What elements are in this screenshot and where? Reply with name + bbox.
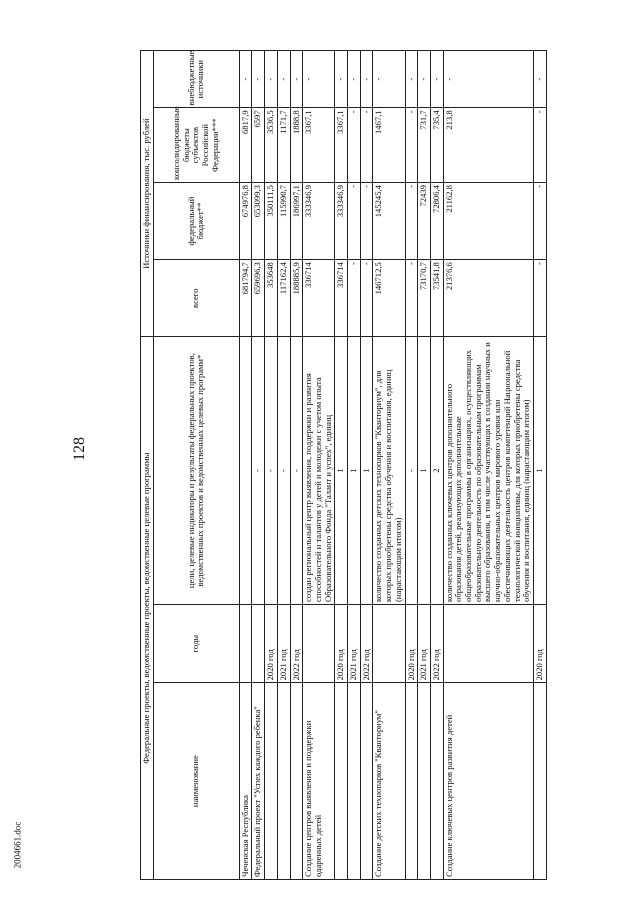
row-year-cell xyxy=(303,604,335,682)
row-total-cell: - xyxy=(533,260,546,337)
table-row xyxy=(430,51,443,880)
row-goal-cell: 1 xyxy=(533,337,546,605)
row-federal-cell: 21162,8 xyxy=(443,183,533,260)
row-year-cell: 2021 год xyxy=(348,604,361,682)
row-total-cell: - xyxy=(405,260,418,337)
row-federal-cell: - xyxy=(533,183,546,260)
row-total-cell: 659696,3 xyxy=(252,260,265,337)
row-goal-cell: 1 xyxy=(348,337,361,605)
row-year-cell xyxy=(373,604,405,682)
row-goal-cell: 2 xyxy=(430,337,443,605)
table-row xyxy=(533,51,546,880)
row-total-cell: 21376,6 xyxy=(443,260,533,337)
row-year-cell xyxy=(252,604,265,682)
row-total-cell: 117162,4 xyxy=(277,260,290,337)
row-federal-cell: 333346,9 xyxy=(335,183,348,260)
row-name-cell: Федеральный проект "Успех каждого ребенка" xyxy=(252,683,265,880)
row-total-cell: 681794,7 xyxy=(239,260,252,337)
row-regional-cell: 6817,9 xyxy=(239,108,252,183)
row-name-cell: Создание ключевых центров развития детей xyxy=(443,683,533,880)
row-federal-cell: 72439 xyxy=(418,183,431,260)
row-name-cell: Создание детских технопарков "Кванториум" xyxy=(373,683,405,880)
row-name-cell xyxy=(430,683,443,880)
row-extra-cell: - xyxy=(405,51,418,108)
row-total-cell: 188885,9 xyxy=(290,260,303,337)
row-regional-cell: - xyxy=(360,108,373,183)
table-row xyxy=(290,51,303,880)
row-extra-cell: - xyxy=(277,51,290,108)
row-year-cell: 2021 год xyxy=(277,604,290,682)
row-goal-cell: - xyxy=(277,337,290,605)
row-extra-cell: - xyxy=(373,51,405,108)
row-total-cell: 336714 xyxy=(335,260,348,337)
row-regional-cell: - xyxy=(405,108,418,183)
table-row xyxy=(252,51,265,880)
row-total-cell: 73541,8 xyxy=(430,260,443,337)
row-year-cell: 2021 год xyxy=(418,604,431,682)
row-name-cell xyxy=(277,683,290,880)
row-regional-cell: 731,7 xyxy=(418,108,431,183)
table-row xyxy=(443,51,533,880)
row-year-cell: 2020 год xyxy=(405,604,418,682)
table-body xyxy=(239,51,546,880)
row-name-cell xyxy=(360,683,373,880)
header-years: годы xyxy=(153,604,239,682)
row-extra-cell: - xyxy=(265,51,278,108)
row-name-cell: Создание центров выявления и поддержки одаренных детей xyxy=(303,683,335,880)
row-extra-cell: - xyxy=(335,51,348,108)
row-goal-cell: - xyxy=(405,337,418,605)
row-total-cell: 146712,5 xyxy=(373,260,405,337)
row-regional-cell: 6597 xyxy=(252,108,265,183)
row-year-cell: 2022 год xyxy=(360,604,373,682)
financing-table xyxy=(140,50,547,880)
row-goal-cell: - xyxy=(265,337,278,605)
row-goal-cell: - xyxy=(290,337,303,605)
row-federal-cell: 72806,4 xyxy=(430,183,443,260)
row-extra-cell: - xyxy=(252,51,265,108)
row-regional-cell: - xyxy=(533,108,546,183)
row-regional-cell: 3367,1 xyxy=(303,108,335,183)
row-extra-cell: - xyxy=(360,51,373,108)
row-goal-cell xyxy=(239,337,252,605)
table-row xyxy=(239,51,252,880)
row-federal-cell: 186997,1 xyxy=(290,183,303,260)
table-row xyxy=(373,51,405,880)
header-regional: консолидированные бюджеты субъектов Российской Федерации*** xyxy=(153,108,239,183)
row-name-cell xyxy=(335,683,348,880)
header-row-groups xyxy=(141,51,154,880)
row-year-cell: 2020 год xyxy=(265,604,278,682)
row-name-cell xyxy=(418,683,431,880)
row-extra-cell: - xyxy=(290,51,303,108)
row-name-cell xyxy=(405,683,418,880)
row-total-cell: 353648 xyxy=(265,260,278,337)
row-year-cell xyxy=(443,604,533,682)
row-year-cell xyxy=(239,604,252,682)
row-federal-cell: 333346,9 xyxy=(303,183,335,260)
row-extra-cell: - xyxy=(418,51,431,108)
header-row-columns xyxy=(153,51,239,880)
row-federal-cell: 145245,4 xyxy=(373,183,405,260)
row-extra-cell: - xyxy=(239,51,252,108)
row-regional-cell: 1467,1 xyxy=(373,108,405,183)
row-total-cell: 336714 xyxy=(303,260,335,337)
row-goal-cell: 1 xyxy=(335,337,348,605)
row-federal-cell: - xyxy=(348,183,361,260)
row-regional-cell: 213,8 xyxy=(443,108,533,183)
table-row xyxy=(418,51,431,880)
table-row xyxy=(360,51,373,880)
row-goal-cell: создан региональный центр выявления, поддержки и развития способностей и талантов у детей и молодежи с учетом опыта Образовательного Фонда "Талант и успех", единиц xyxy=(303,337,335,605)
header-programs-group: Федеральные проекты, ведомственные проекты, ведомственные целевые программы xyxy=(141,337,154,880)
row-federal-cell: 653099,3 xyxy=(252,183,265,260)
header-federal: федеральный бюджет** xyxy=(153,183,239,260)
header-name: наименование xyxy=(153,683,239,880)
table-row xyxy=(265,51,278,880)
row-goal-cell: 1 xyxy=(360,337,373,605)
row-total-cell: 73170,7 xyxy=(418,260,431,337)
row-year-cell: 2020 год xyxy=(533,604,546,682)
row-total-cell: - xyxy=(348,260,361,337)
row-regional-cell: - xyxy=(348,108,361,183)
row-federal-cell: 350111,5 xyxy=(265,183,278,260)
row-name-cell: Чеченская Республика xyxy=(239,683,252,880)
header-goals: цели, целевые индикаторы и результаты федеральных проектов, ведомственных проектов и ведомственных целевых программ* xyxy=(153,337,239,605)
page-number: 128 xyxy=(71,437,88,461)
row-extra-cell: - xyxy=(430,51,443,108)
row-year-cell: 2022 год xyxy=(290,604,303,682)
row-extra-cell: - xyxy=(443,51,533,108)
row-federal-cell: - xyxy=(405,183,418,260)
table-row xyxy=(405,51,418,880)
row-name-cell xyxy=(290,683,303,880)
row-goal-cell: количество созданных детских технопарков "Кванториум", для которых приобретены средства обучения и воспитания, единиц (нарастающим итогом) xyxy=(373,337,405,605)
row-goal-cell: - xyxy=(252,337,265,605)
row-federal-cell: - xyxy=(360,183,373,260)
row-federal-cell: 674976,8 xyxy=(239,183,252,260)
row-regional-cell: 735,4 xyxy=(430,108,443,183)
row-year-cell: 2020 год xyxy=(335,604,348,682)
row-name-cell xyxy=(265,683,278,880)
row-name-cell xyxy=(533,683,546,880)
header-total: всего xyxy=(153,260,239,337)
header-finance-group: Источники финансирования, тыс. рублей xyxy=(141,51,154,337)
header-extra: внебюджетные источники xyxy=(153,51,239,108)
table-row xyxy=(277,51,290,880)
row-total-cell: - xyxy=(360,260,373,337)
row-extra-cell: - xyxy=(348,51,361,108)
row-name-cell xyxy=(348,683,361,880)
row-federal-cell: 115990,7 xyxy=(277,183,290,260)
table-row xyxy=(303,51,335,880)
row-regional-cell: 1171,7 xyxy=(277,108,290,183)
table-row xyxy=(348,51,361,880)
row-goal-cell: 1 xyxy=(418,337,431,605)
row-regional-cell: 1888,8 xyxy=(290,108,303,183)
row-extra-cell: - xyxy=(533,51,546,108)
row-year-cell: 2022 год xyxy=(430,604,443,682)
row-regional-cell: 3536,5 xyxy=(265,108,278,183)
row-regional-cell: 3367,1 xyxy=(335,108,348,183)
row-goal-cell: количество созданных ключевых центров дополнительного образования детей, реализующих дополнительные общеобразовательные программы в организациях, осуществляющих образовательную деятельность по образовательным программам высшего образования, в том числе участвующих в создании научных и научно-образовательных центров мирового уровня или обеспечивающих деятельность центров компетенций Национальной технологической инициативы, для которых приобретены средства обучения и воспитания, единиц (нарастающим итогом) xyxy=(443,337,533,605)
table-row xyxy=(335,51,348,880)
row-extra-cell: - xyxy=(303,51,335,108)
document-footer: 2004661.doc xyxy=(12,821,23,869)
